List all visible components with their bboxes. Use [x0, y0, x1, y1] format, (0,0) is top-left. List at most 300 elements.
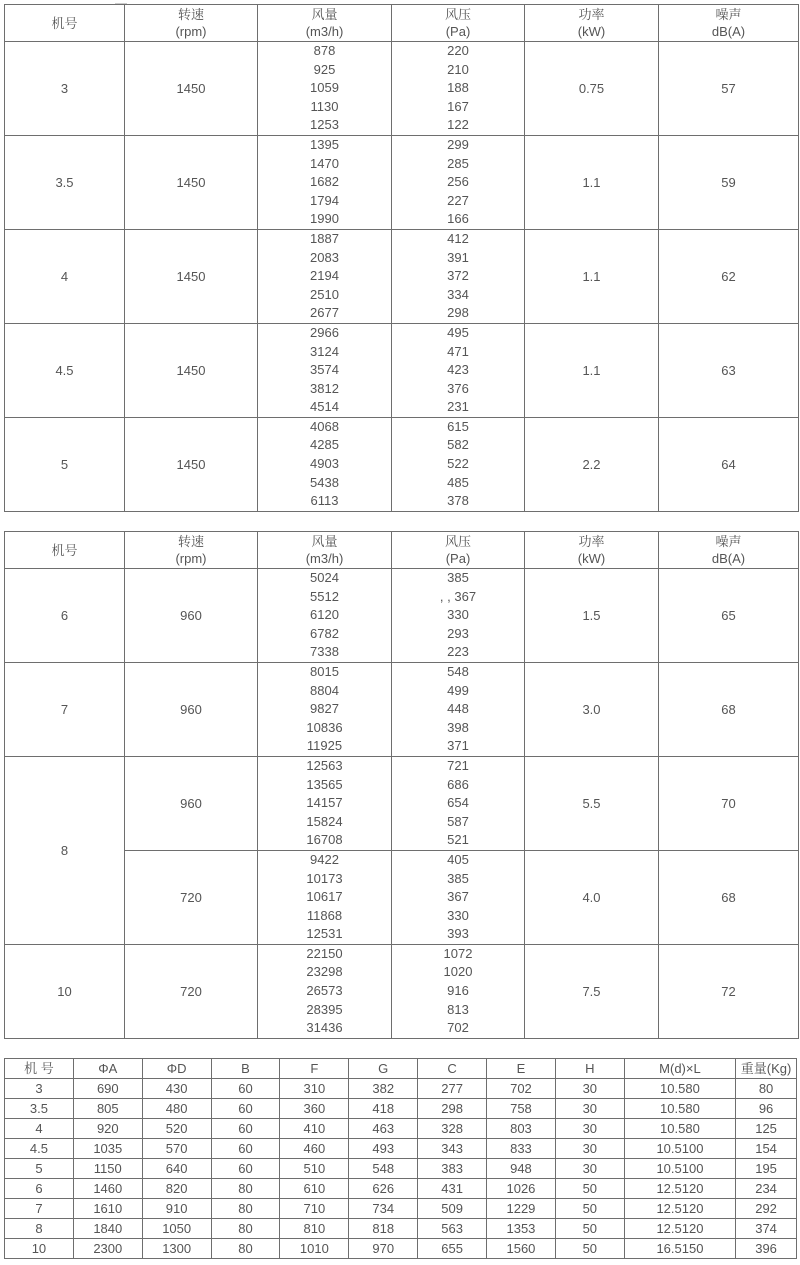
airflow-cell [258, 42, 392, 136]
pressure-cell-value: 702 [447, 1020, 469, 1036]
pressure-cell-value: 330 [447, 907, 469, 923]
power-cell: 1.5 [525, 569, 659, 663]
dims-cell: 480 [142, 1099, 211, 1119]
dims-cell: 50 [555, 1219, 624, 1239]
airflow-cell-value: 6120 [310, 607, 339, 623]
dims-cell: 12.5120 [624, 1219, 735, 1239]
table-header-row [5, 532, 799, 569]
dims-cell: 805 [73, 1099, 142, 1119]
pressure-cell-value: 378 [447, 493, 469, 509]
power-cell: 5.5 [525, 756, 659, 850]
dims-header-cell: ΦA [73, 1059, 142, 1079]
airflow-cell [258, 944, 392, 1038]
dims-cell: 548 [349, 1159, 418, 1179]
airflow-cell [258, 417, 392, 511]
airflow-cell-value: 16708 [306, 832, 343, 848]
airflow-cell [258, 662, 392, 756]
model-no-cell: 7 [5, 662, 125, 756]
airflow-cell-values [258, 324, 391, 417]
airflow-cell-value: 2966 [310, 324, 339, 340]
speed-cell: 960 [125, 662, 258, 756]
pressure-cell-value: 485 [447, 474, 469, 490]
dims-cell: 10 [5, 1239, 74, 1259]
dims-cell: 30 [555, 1119, 624, 1139]
airflow-cell-value: 28395 [306, 1001, 343, 1017]
pressure-cell-value: 385 [447, 570, 469, 585]
dims-row [5, 1199, 797, 1219]
pressure-cell-value: 495 [447, 324, 469, 340]
dims-cell: 30 [555, 1099, 624, 1119]
pressure-cell-values [392, 418, 524, 511]
table-row [5, 944, 799, 1038]
dims-row [5, 1159, 797, 1179]
model-no-cell: 6 [5, 569, 125, 663]
speed-cell: 720 [125, 944, 258, 1038]
dims-cell: 5 [5, 1159, 74, 1179]
airflow-cell-value: 2677 [310, 305, 339, 321]
pressure-cell-values [392, 663, 524, 756]
noise-cell: 64 [659, 417, 799, 511]
dims-cell: 1353 [487, 1219, 556, 1239]
dimensions-table [4, 1058, 797, 1259]
dims-cell: 234 [736, 1179, 797, 1199]
airflow-cell-value: 2194 [310, 268, 339, 284]
airflow-cell-values [258, 230, 391, 323]
pressure-cell-value: 587 [447, 813, 469, 829]
dims-row [5, 1119, 797, 1139]
dims-cell: 310 [280, 1079, 349, 1099]
pressure-cell-value: 293 [447, 625, 469, 641]
airflow-cell-values [258, 945, 391, 1038]
dims-cell: 758 [487, 1099, 556, 1119]
dims-cell: 810 [280, 1219, 349, 1239]
dims-cell: 60 [211, 1139, 280, 1159]
dims-cell: 60 [211, 1159, 280, 1179]
dims-cell: 493 [349, 1139, 418, 1159]
dims-cell: 1300 [142, 1239, 211, 1259]
dims-cell: 50 [555, 1199, 624, 1219]
airflow-cell-value: 1130 [310, 98, 339, 114]
dims-cell: 803 [487, 1119, 556, 1139]
pressure-cell-value: 223 [447, 644, 469, 660]
pressure-cell-value: 220 [447, 43, 469, 58]
airflow-cell-value: 1470 [310, 155, 339, 171]
dims-cell: 460 [280, 1139, 349, 1159]
airflow-cell-value: 26573 [306, 983, 343, 999]
dims-cell: 10.5100 [624, 1139, 735, 1159]
airflow-cell-value: 9827 [310, 701, 339, 717]
model-no-cell: 4.5 [5, 323, 125, 417]
pressure-cell-value: 548 [447, 663, 469, 679]
dims-cell: 1460 [73, 1179, 142, 1199]
pressure-cell-value: 122 [447, 117, 469, 133]
pressure-cell [392, 850, 525, 944]
pressure-cell [392, 569, 525, 663]
dims-cell: 80 [211, 1199, 280, 1219]
pressure-cell [392, 135, 525, 229]
airflow-cell [258, 850, 392, 944]
power-cell: 1.1 [525, 323, 659, 417]
dims-cell: 655 [418, 1239, 487, 1259]
dims-header-cell: ΦD [142, 1059, 211, 1079]
dims-cell: 510 [280, 1159, 349, 1179]
airflow-cell-value: 2510 [310, 286, 339, 302]
airflow-cell-value: 8804 [310, 682, 339, 698]
dims-cell: 2300 [73, 1239, 142, 1259]
dims-header-cell: B [211, 1059, 280, 1079]
pressure-cell-values [392, 569, 524, 662]
model-no-cell: 3 [5, 42, 125, 136]
dims-cell: 292 [736, 1199, 797, 1219]
power-cell: 2.2 [525, 417, 659, 511]
airflow-cell-value: 3124 [310, 343, 339, 359]
airflow-cell-value: 11925 [306, 738, 343, 754]
dims-cell: 80 [211, 1219, 280, 1239]
header-power: 功率 (kW) [525, 532, 659, 569]
pressure-cell-value: 372 [447, 268, 469, 284]
model-no-cell: 4 [5, 229, 125, 323]
pressure-cell-values [392, 136, 524, 229]
pressure-cell-values [392, 230, 524, 323]
dims-cell: 509 [418, 1199, 487, 1219]
noise-cell: 63 [659, 323, 799, 417]
table-row [5, 229, 799, 323]
pressure-cell-value: 285 [447, 155, 469, 171]
dims-row [5, 1079, 797, 1099]
pressure-cell-value: 1072 [443, 945, 473, 961]
dims-cell: 328 [418, 1119, 487, 1139]
dims-row [5, 1239, 797, 1259]
dims-cell: 463 [349, 1119, 418, 1139]
dims-cell: 640 [142, 1159, 211, 1179]
dims-cell: 50 [555, 1239, 624, 1259]
dims-cell: 920 [73, 1119, 142, 1139]
noise-cell: 68 [659, 850, 799, 944]
speed-cell: 1450 [125, 229, 258, 323]
pressure-cell-value: 298 [447, 305, 469, 321]
dims-cell: 430 [142, 1079, 211, 1099]
airflow-cell-value: 8015 [310, 663, 339, 679]
dims-row [5, 1179, 797, 1199]
pressure-cell-value: 582 [447, 437, 469, 453]
pressure-cell-value: 385 [447, 870, 469, 886]
header-noise: 噪声 dB(A) [659, 532, 799, 569]
pressure-cell-value: 367 [447, 889, 469, 905]
dims-cell: 80 [211, 1179, 280, 1199]
airflow-cell [258, 756, 392, 850]
airflow-cell-value: 6782 [310, 625, 339, 641]
airflow-cell-values [258, 569, 391, 662]
airflow-cell-value: 10617 [306, 889, 343, 905]
dims-cell: 1840 [73, 1219, 142, 1239]
pressure-cell-value: 398 [447, 719, 469, 735]
dims-cell: 1560 [487, 1239, 556, 1259]
dims-cell: 16.5150 [624, 1239, 735, 1259]
header-power: 功率 (kW) [525, 5, 659, 42]
dims-cell: 1035 [73, 1139, 142, 1159]
airflow-cell-value: 4285 [310, 437, 339, 453]
dims-cell: 570 [142, 1139, 211, 1159]
table-row [5, 569, 799, 663]
dims-cell: 60 [211, 1119, 280, 1139]
dims-cell: 50 [555, 1179, 624, 1199]
pressure-cell-value: 721 [447, 757, 469, 773]
dims-cell: 96 [736, 1099, 797, 1119]
dims-cell: 1229 [487, 1199, 556, 1219]
pressure-cell-value: 686 [447, 776, 469, 792]
airflow-cell [258, 229, 392, 323]
dims-header-cell: C [418, 1059, 487, 1079]
pressure-cell-value: 423 [447, 362, 469, 378]
pressure-cell-values [392, 42, 524, 135]
dims-cell: 418 [349, 1099, 418, 1119]
noise-cell: 68 [659, 662, 799, 756]
dims-cell: 60 [211, 1099, 280, 1119]
airflow-cell-value: 1059 [310, 80, 339, 96]
dims-cell: 1026 [487, 1179, 556, 1199]
dims-header-cell: G [349, 1059, 418, 1079]
pressure-cell-values [392, 945, 524, 1038]
dims-cell: 970 [349, 1239, 418, 1259]
dims-cell: 12.5120 [624, 1199, 735, 1219]
dims-cell: 626 [349, 1179, 418, 1199]
dims-cell: 382 [349, 1079, 418, 1099]
pressure-cell [392, 944, 525, 1038]
airflow-cell [258, 323, 392, 417]
pressure-cell [392, 323, 525, 417]
airflow-cell-value: 9422 [310, 851, 339, 867]
header-model-no: 机号 [5, 532, 125, 569]
airflow-cell-value: 925 [313, 61, 336, 77]
power-cell: 0.75 [525, 42, 659, 136]
dims-cell: 343 [418, 1139, 487, 1159]
pressure-cell-value: 334 [447, 286, 469, 302]
dims-cell: 60 [211, 1079, 280, 1099]
dims-cell: 154 [736, 1139, 797, 1159]
pressure-cell-value: 448 [447, 701, 469, 717]
pressure-cell-value: , , 367 [439, 588, 477, 604]
table-row [5, 417, 799, 511]
airflow-cell-value: 5024 [310, 570, 339, 585]
airflow-cell-value: 4514 [310, 399, 339, 415]
dims-cell: 30 [555, 1139, 624, 1159]
dims-cell: 734 [349, 1199, 418, 1219]
dims-cell: 4 [5, 1119, 74, 1139]
dims-cell: 80 [736, 1079, 797, 1099]
pressure-cell-value: 330 [447, 607, 469, 623]
airflow-cell-value: 1887 [310, 230, 339, 246]
dims-cell: 277 [418, 1079, 487, 1099]
dims-row [5, 1219, 797, 1239]
pressure-cell-value: 166 [447, 211, 469, 227]
speed-cell: 720 [125, 850, 258, 944]
pressure-cell [392, 756, 525, 850]
noise-cell: 59 [659, 135, 799, 229]
pressure-cell-value: 1020 [443, 964, 473, 980]
pressure-cell-value: 654 [447, 795, 469, 811]
dims-header-cell: E [487, 1059, 556, 1079]
pressure-cell [392, 229, 525, 323]
header-speed: 转速 (rpm) [125, 532, 258, 569]
pressure-cell-value: 412 [447, 230, 469, 246]
pressure-cell-value: 227 [447, 192, 469, 208]
dims-header-cell: H [555, 1059, 624, 1079]
performance-table-960-720rpm [4, 531, 799, 1039]
pressure-cell-value: 499 [447, 682, 469, 698]
pressure-cell-value: 376 [447, 380, 469, 396]
dims-header-cell: 重量(Kg) [736, 1059, 797, 1079]
dims-cell: 298 [418, 1099, 487, 1119]
airflow-cell-value: 3574 [310, 362, 339, 378]
airflow-cell-value: 4903 [310, 456, 339, 472]
airflow-cell-value: 5438 [310, 474, 339, 490]
model-no-cell: 5 [5, 417, 125, 511]
noise-cell: 65 [659, 569, 799, 663]
speed-cell: 1450 [125, 417, 258, 511]
table-row [5, 135, 799, 229]
header-noise: 噪声 dB(A) [659, 5, 799, 42]
pressure-cell-values [392, 757, 524, 850]
noise-cell: 57 [659, 42, 799, 136]
dims-cell: 1050 [142, 1219, 211, 1239]
airflow-cell-value: 1682 [310, 174, 339, 190]
header-pressure: 风压 (Pa) [392, 532, 525, 569]
dims-cell: 10.5100 [624, 1159, 735, 1179]
dims-header-cell: M(d)×L [624, 1059, 735, 1079]
table-header-row [5, 5, 799, 42]
dims-cell: 383 [418, 1159, 487, 1179]
airflow-cell-value: 13565 [306, 776, 343, 792]
speed-cell: 1450 [125, 323, 258, 417]
header-airflow: 风量 (m3/h) [258, 5, 392, 42]
pressure-cell [392, 662, 525, 756]
airflow-cell-value: 15824 [306, 813, 343, 829]
speed-cell: 960 [125, 569, 258, 663]
speed-cell: 1450 [125, 42, 258, 136]
dims-cell: 360 [280, 1099, 349, 1119]
power-cell: 7.5 [525, 944, 659, 1038]
airflow-cell-value: 12531 [306, 926, 343, 942]
airflow-cell-values [258, 418, 391, 511]
pressure-cell-value: 393 [447, 926, 469, 942]
dims-cell: 690 [73, 1079, 142, 1099]
dims-cell: 410 [280, 1119, 349, 1139]
airflow-cell-value: 1395 [310, 136, 339, 152]
dims-cell: 833 [487, 1139, 556, 1159]
header-pressure: 风压 (Pa) [392, 5, 525, 42]
dims-cell: 1010 [280, 1239, 349, 1259]
pressure-cell-value: 371 [447, 738, 469, 754]
airflow-cell-value: 10173 [306, 870, 343, 886]
dims-cell: 80 [211, 1239, 280, 1259]
airflow-cell-value: 878 [313, 43, 336, 58]
dims-cell: 12.5120 [624, 1179, 735, 1199]
airflow-cell-value: 11868 [306, 907, 343, 923]
header-speed: 转速 (rpm) [125, 5, 258, 42]
dims-cell: 125 [736, 1119, 797, 1139]
airflow-cell-values [258, 851, 391, 944]
header-model-no: 机号 [5, 5, 125, 42]
airflow-cell [258, 569, 392, 663]
pressure-cell-value: 391 [447, 249, 469, 265]
airflow-cell-value: 12563 [306, 757, 343, 773]
dims-cell: 948 [487, 1159, 556, 1179]
header-airflow: 风量 (m3/h) [258, 532, 392, 569]
airflow-cell-value: 7338 [310, 644, 339, 660]
dims-row [5, 1099, 797, 1119]
model-no-cell: 8 [5, 756, 125, 944]
pressure-cell-value: 521 [447, 832, 469, 848]
dims-cell: 6 [5, 1179, 74, 1199]
speed-cell: 1450 [125, 135, 258, 229]
noise-cell: 72 [659, 944, 799, 1038]
performance-table-1450rpm [4, 4, 799, 512]
pressure-cell-values [392, 851, 524, 944]
power-cell: 1.1 [525, 135, 659, 229]
dims-cell: 520 [142, 1119, 211, 1139]
airflow-cell-value: 23298 [306, 964, 343, 980]
speed-cell: 960 [125, 756, 258, 850]
airflow-cell-value: 2083 [310, 249, 339, 265]
dims-cell: 374 [736, 1219, 797, 1239]
model-no-cell: 3.5 [5, 135, 125, 229]
pressure-cell-value: 299 [447, 136, 469, 152]
power-cell: 4.0 [525, 850, 659, 944]
dims-cell: 30 [555, 1159, 624, 1179]
dims-cell: 820 [142, 1179, 211, 1199]
dims-cell: 30 [555, 1079, 624, 1099]
airflow-cell-value: 6113 [310, 493, 339, 509]
dims-row [5, 1139, 797, 1159]
dims-cell: 10.580 [624, 1119, 735, 1139]
power-cell: 1.1 [525, 229, 659, 323]
noise-cell: 70 [659, 756, 799, 850]
dims-cell: 10.580 [624, 1079, 735, 1099]
airflow-cell-value: 4068 [310, 418, 339, 434]
airflow-cell-value: 14157 [306, 795, 343, 811]
airflow-cell-values [258, 663, 391, 756]
airflow-cell-value: 31436 [306, 1020, 343, 1036]
dims-cell: 431 [418, 1179, 487, 1199]
dims-cell: 818 [349, 1219, 418, 1239]
dims-cell: 1610 [73, 1199, 142, 1219]
dims-header-cell: F [280, 1059, 349, 1079]
airflow-cell-value: 1253 [310, 117, 339, 133]
pressure-cell-values [392, 324, 524, 417]
pressure-cell-value: 471 [447, 343, 469, 359]
airflow-cell [258, 135, 392, 229]
dims-cell: 195 [736, 1159, 797, 1179]
airflow-cell-value: 22150 [306, 945, 343, 961]
pressure-cell-value: 813 [447, 1001, 469, 1017]
dims-header-cell: 机 号 [5, 1059, 74, 1079]
dims-cell: 10.580 [624, 1099, 735, 1119]
dims-cell: 910 [142, 1199, 211, 1219]
dims-cell: 3 [5, 1079, 74, 1099]
pressure-cell-value: 188 [447, 80, 469, 96]
pressure-cell-value: 167 [447, 98, 469, 114]
dims-cell: 396 [736, 1239, 797, 1259]
dims-cell: 3.5 [5, 1099, 74, 1119]
pressure-cell-value: 522 [447, 456, 469, 472]
table-row [5, 42, 799, 136]
airflow-cell-values [258, 757, 391, 850]
dims-cell: 710 [280, 1199, 349, 1219]
dims-cell: 1150 [73, 1159, 142, 1179]
dims-cell: 610 [280, 1179, 349, 1199]
dims-cell: 563 [418, 1219, 487, 1239]
table-row [5, 323, 799, 417]
